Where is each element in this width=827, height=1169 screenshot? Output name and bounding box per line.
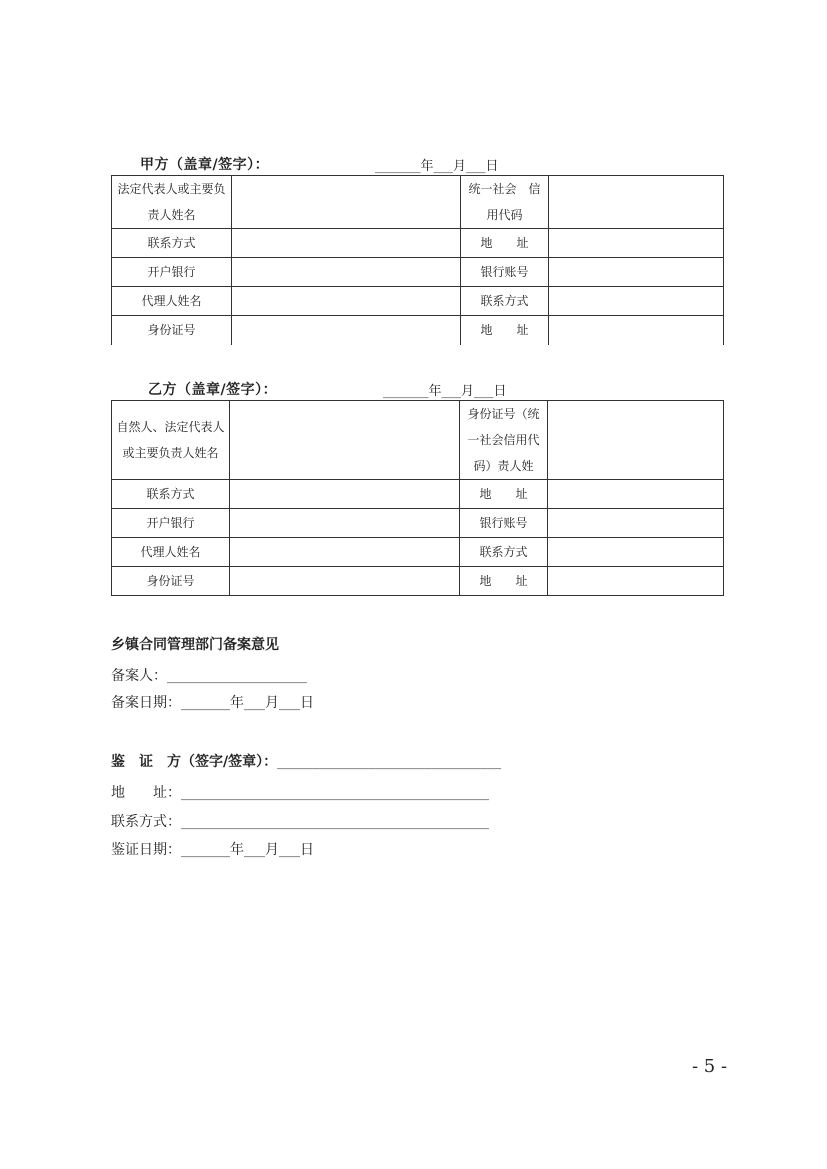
witness-signature-line[interactable]: ________________________________ [277, 754, 502, 770]
field-value[interactable] [232, 176, 461, 229]
field-label: 联系方式 [112, 229, 232, 258]
field-value[interactable] [230, 401, 460, 480]
table-row [112, 229, 724, 258]
field-value[interactable] [230, 567, 460, 596]
page-number: - 5 - [692, 1056, 728, 1077]
table-row [112, 176, 724, 229]
field-label: 地 址 [460, 567, 548, 596]
party-b-title: 乙方（盖章/签字）： [148, 382, 278, 398]
field-label: 地 址 [461, 229, 549, 258]
field-label: 代理人姓名 [112, 287, 232, 316]
field-label: 身份证号（统一社会信用代码）责人姓 [460, 401, 548, 480]
party-b-table [111, 400, 724, 596]
field-label: 银行账号 [461, 258, 549, 287]
table-row [112, 258, 724, 287]
party-b-date: _______年___月___日 [383, 384, 507, 399]
field-label: 身份证号 [112, 567, 230, 596]
filing-date-line[interactable]: 备案日期：_______年___月___日 [111, 695, 314, 711]
field-label: 联系方式 [460, 538, 548, 567]
witness-heading-row [111, 751, 501, 771]
table-row [112, 316, 724, 345]
field-value[interactable] [548, 480, 724, 509]
filing-heading: 乡镇合同管理部门备案意见 [111, 637, 279, 653]
field-value[interactable] [230, 538, 460, 567]
field-label: 代理人姓名 [112, 538, 230, 567]
field-value[interactable] [230, 480, 460, 509]
field-label: 自然人、法定代表人或主要负责人姓名 [112, 401, 230, 480]
party-a-table [111, 175, 724, 345]
table-row [112, 567, 724, 596]
party-a-title: 甲方（盖章/签字）： [140, 157, 270, 173]
witness-contact-line[interactable]: 联系方式：____________________________________________ [111, 814, 489, 830]
table-row [112, 480, 724, 509]
field-value[interactable] [549, 287, 724, 316]
field-label: 身份证号 [112, 316, 232, 345]
field-label: 银行账号 [460, 509, 548, 538]
field-value[interactable] [232, 316, 461, 345]
field-label: 法定代表人或主要负责人姓名 [112, 176, 232, 229]
field-label: 联系方式 [112, 480, 230, 509]
field-value[interactable] [548, 401, 724, 480]
field-value[interactable] [232, 258, 461, 287]
witness-date-line[interactable]: 鉴证日期：_______年___月___日 [111, 842, 314, 858]
table-row [112, 401, 724, 480]
field-label: 地 址 [460, 480, 548, 509]
field-label: 地 址 [461, 316, 549, 345]
field-value[interactable] [230, 509, 460, 538]
field-value[interactable] [548, 567, 724, 596]
party-a-date: _______年___月___日 [375, 159, 499, 174]
table-row [112, 287, 724, 316]
table-row [112, 509, 724, 538]
field-label: 联系方式 [461, 287, 549, 316]
field-value[interactable] [549, 176, 724, 229]
witness-heading: 鉴 证 方（签字/签章）： [111, 754, 278, 770]
witness-address-line[interactable]: 地 址：____________________________________________ [111, 785, 489, 801]
field-value[interactable] [549, 258, 724, 287]
field-label: 统一社会 信用代码 [461, 176, 549, 229]
field-value[interactable] [232, 229, 461, 258]
field-value[interactable] [232, 287, 461, 316]
field-label: 开户银行 [112, 509, 230, 538]
field-label: 开户银行 [112, 258, 232, 287]
field-value[interactable] [548, 538, 724, 567]
field-value[interactable] [549, 229, 724, 258]
table-row [112, 538, 724, 567]
field-value[interactable] [549, 316, 724, 345]
field-value[interactable] [548, 509, 724, 538]
filing-filer-line[interactable]: 备案人：____________________ [111, 668, 307, 684]
